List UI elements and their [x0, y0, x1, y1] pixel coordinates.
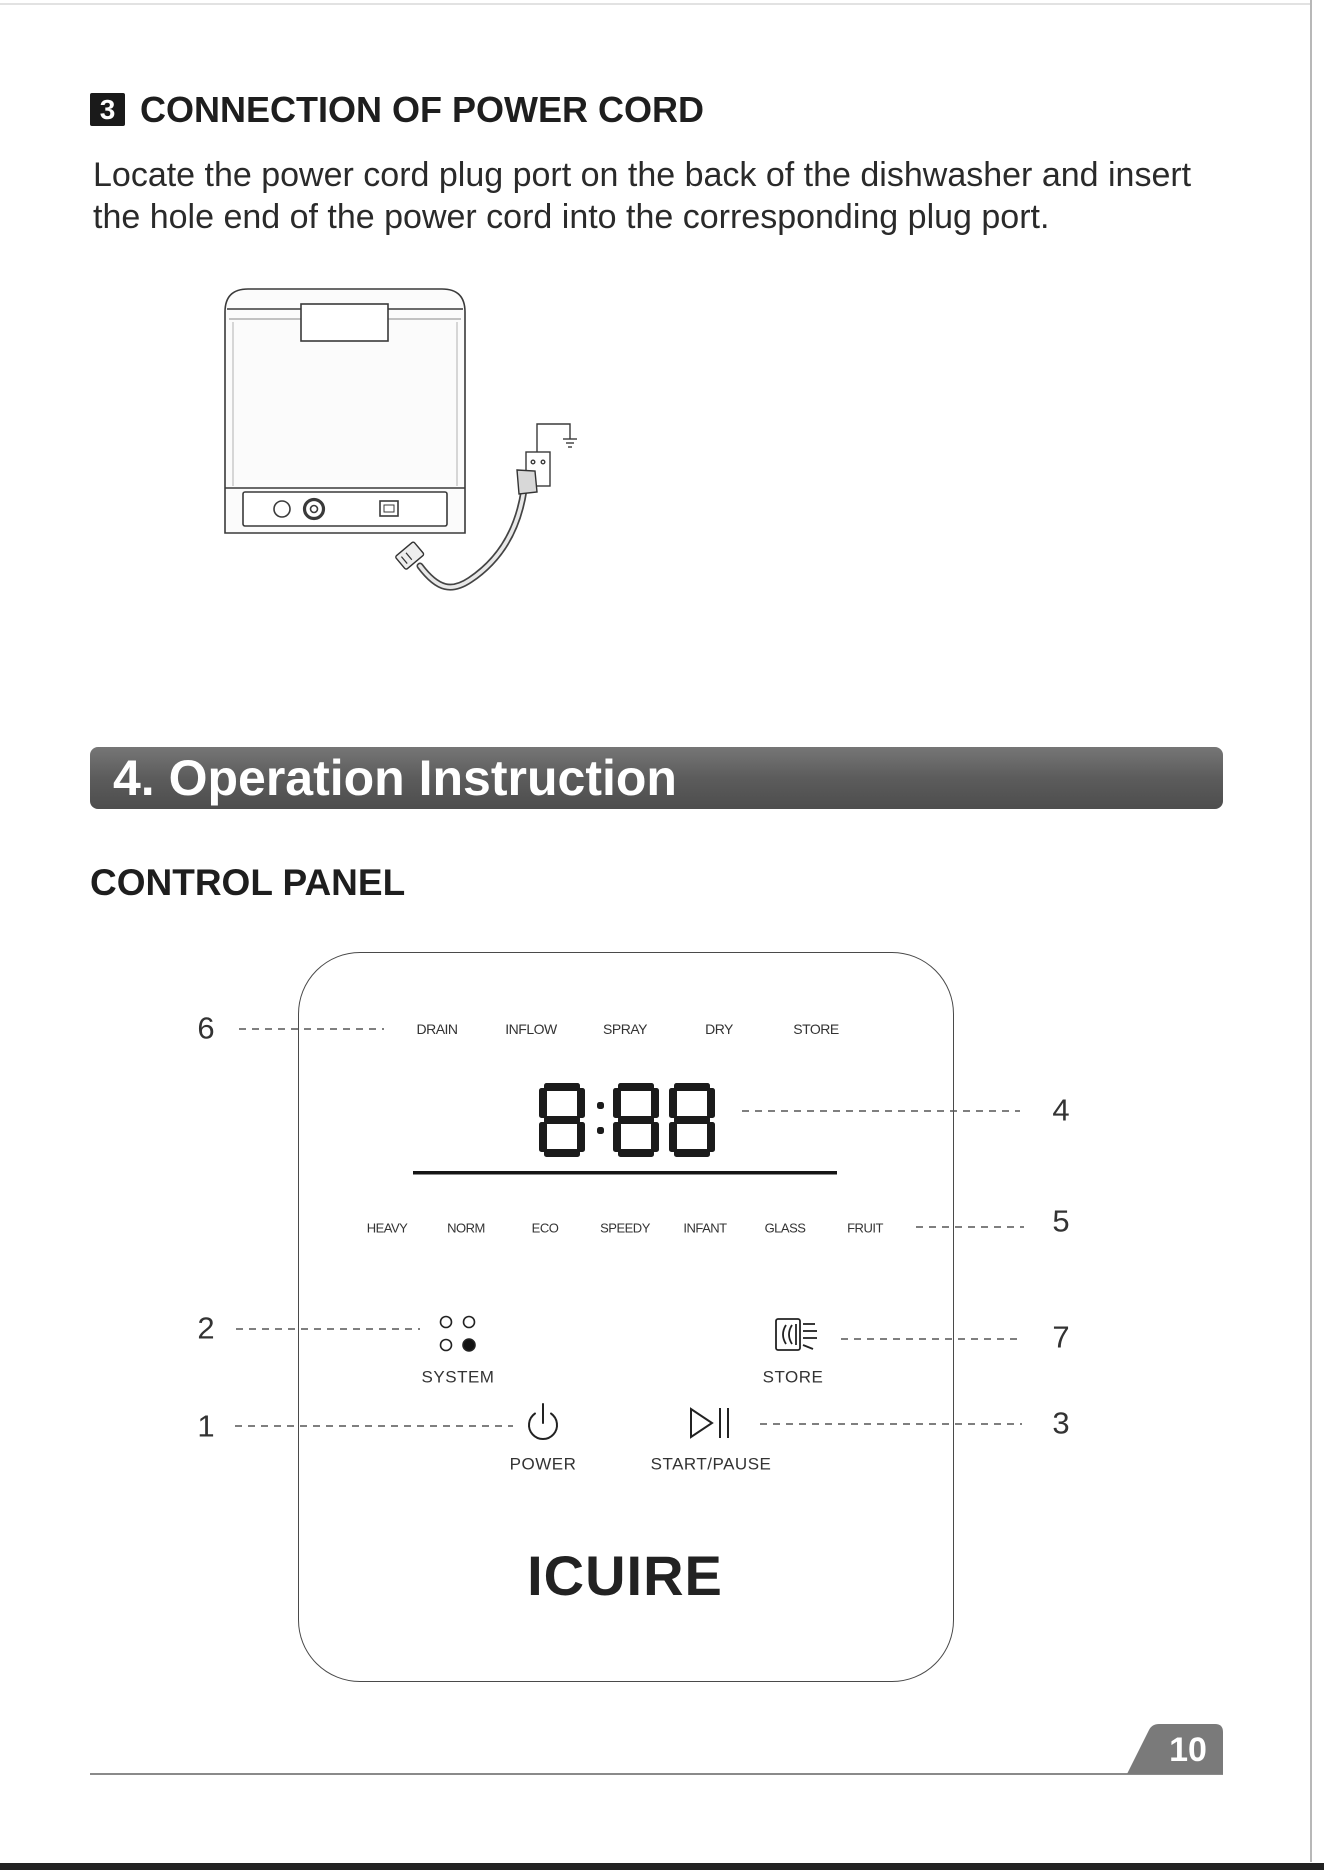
display-segment	[539, 1088, 547, 1118]
callout-2: 2	[197, 1310, 215, 1346]
section-number-badge: 3	[90, 93, 125, 126]
display-segment	[707, 1088, 715, 1118]
system-button-label: SYSTEM	[421, 1367, 495, 1387]
section-title: CONNECTION OF POWER CORD	[140, 89, 704, 130]
display-segment	[544, 1083, 580, 1091]
display-segment	[544, 1149, 580, 1157]
display-segment	[618, 1116, 654, 1124]
display-segment	[577, 1088, 585, 1118]
status-spray-label: SPRAY	[603, 1021, 647, 1037]
time-display	[539, 1083, 715, 1157]
display-segment	[707, 1122, 715, 1152]
display-segment	[618, 1149, 654, 1157]
callout-3: 3	[1052, 1405, 1070, 1441]
program-infant-label: INFANT	[683, 1220, 727, 1236]
callout-7: 7	[1052, 1319, 1070, 1355]
program-eco-label: ECO	[531, 1220, 559, 1236]
display-segment	[674, 1149, 710, 1157]
display-colon-dot	[597, 1102, 604, 1109]
bottom-page-edge	[0, 1863, 1324, 1870]
banner-title: 4. Operation Instruction	[113, 750, 677, 806]
status-dry-label: DRY	[705, 1021, 733, 1037]
power-icon	[529, 1404, 557, 1439]
program-norm-label: NORM	[447, 1220, 485, 1236]
display-segment	[674, 1116, 710, 1124]
display-digit	[539, 1083, 585, 1157]
program-speedy-label: SPEEDY	[600, 1220, 650, 1236]
display-digit	[613, 1083, 659, 1157]
display-colon	[597, 1102, 604, 1134]
display-segment	[577, 1122, 585, 1152]
program-heavy-label: HEAVY	[366, 1220, 408, 1236]
callout-5: 5	[1052, 1203, 1070, 1239]
system-dots-icon	[441, 1317, 476, 1352]
status-drain-label: DRAIN	[416, 1021, 458, 1037]
display-colon-dot	[597, 1127, 604, 1134]
display-digit	[669, 1083, 715, 1157]
callout-6: 6	[197, 1010, 215, 1046]
page-number: 10	[1169, 1731, 1207, 1769]
power-button-label: POWER	[509, 1454, 577, 1474]
store-button-label: STORE	[762, 1367, 824, 1387]
callout-1: 1	[197, 1408, 215, 1444]
display-segment	[669, 1122, 677, 1152]
body-line: the hole end of the power cord into the corresponding plug port.	[93, 198, 1050, 236]
control-panel-heading: CONTROL PANEL	[90, 862, 406, 903]
display-segment	[674, 1083, 710, 1091]
display-segment	[613, 1088, 621, 1118]
display-segment	[618, 1083, 654, 1091]
store-icon	[776, 1319, 817, 1350]
program-fruit-label: FRUIT	[847, 1220, 883, 1236]
status-inflow-label: INFLOW	[505, 1021, 557, 1037]
callout-4: 4	[1052, 1092, 1070, 1128]
play-pause-icon	[691, 1408, 728, 1438]
display-segment	[613, 1122, 621, 1152]
display-segment	[669, 1088, 677, 1118]
display-segment	[544, 1116, 580, 1124]
display-segment	[539, 1122, 547, 1152]
display-segment	[651, 1088, 659, 1118]
display-segment	[651, 1122, 659, 1152]
program-glass-label: GLASS	[764, 1220, 806, 1236]
brand-logo: ICUIRE	[527, 1544, 723, 1607]
status-store-label: STORE	[793, 1021, 839, 1037]
start-pause-button-label: START/PAUSE	[650, 1454, 772, 1474]
display-underline	[413, 1171, 837, 1175]
body-line: Locate the power cord plug port on the back of the dishwasher and insert	[93, 156, 1192, 194]
